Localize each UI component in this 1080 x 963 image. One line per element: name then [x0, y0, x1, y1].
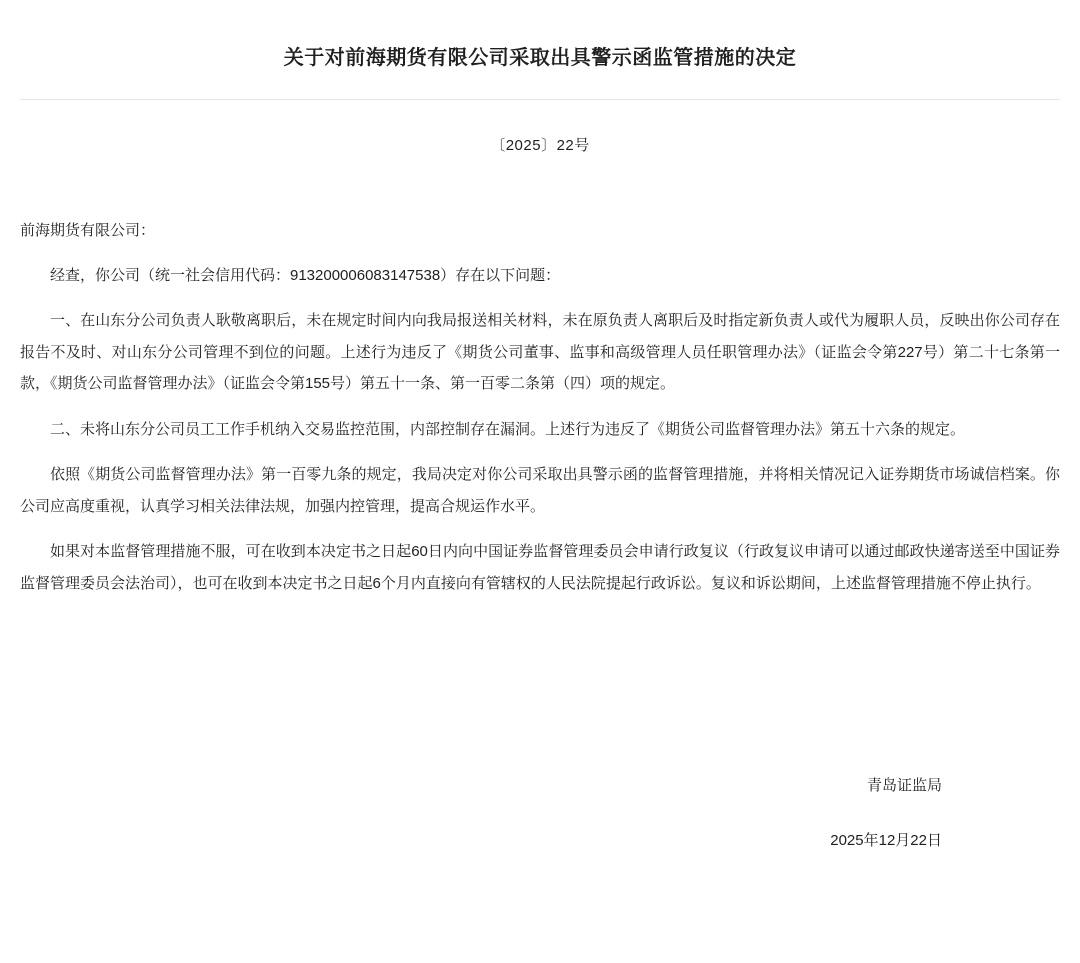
- document-number: 〔2025〕22号: [490, 137, 590, 155]
- paragraph-violation-two: 二、未将山东分公司员工工作手机纳入交易监控范围，内部控制存在漏洞。上述行为违反了《期货公司监督管理办法》第五十六条的规定。: [50, 420, 966, 438]
- title-divider: [20, 99, 1060, 100]
- addressee: 前海期货有限公司：: [20, 222, 156, 240]
- document-body: [0, 217, 1080, 599]
- paragraph-appeal: 如果对本监督管理措施不服，可在收到本决定书之日起60日内向中国证券监督管理委员会申请行政复议（行政复议申请可以通过邮政快递寄送至中国证券监督管理委员会法治司），也可在收到本决定书之日起6个月内直接向有管辖权的人民法院提起行政诉讼。复议和诉讼期间，上述监督管理措施不停止执行。: [20, 543, 1060, 592]
- document-page: [0, 13, 1080, 963]
- issuing-authority: 青岛证监局: [866, 777, 942, 795]
- issue-date: 2025年12月22日: [830, 832, 942, 850]
- paragraph-decision: 依照《期货公司监督管理办法》第一百零九条的规定，我局决定对你公司采取出具警示函的监督管理措施，并将相关情况记入证券期货市场诚信档案。你公司应高度重视，认真学习相关法律法规，加强内控管理，提高合规运作水平。: [20, 466, 1060, 515]
- signature-block: [0, 769, 1080, 857]
- paragraph-intro: 经查，你公司（统一社会信用代码：913200006083147538）存在以下问题：: [50, 266, 561, 284]
- paragraph-violation-one: 一、在山东分公司负责人耿敬离职后，未在规定时间内向我局报送相关材料，未在原负责人离职后及时指定新负责人或代为履职人员，反映出你公司存在报告不及时、对山东分公司管理不到位的问题。上述行为违反了《期货公司董事、监事和高级管理人员任职管理办法》（证监会令第227号）第二十七条第一款，《期货公司监督管理办法》（证监会令第155号）第五十一条、第一百零二条第（四）项的规定。: [20, 312, 1060, 393]
- page-title: 关于对前海期货有限公司采取出具警示函监管措施的决定: [283, 47, 797, 70]
